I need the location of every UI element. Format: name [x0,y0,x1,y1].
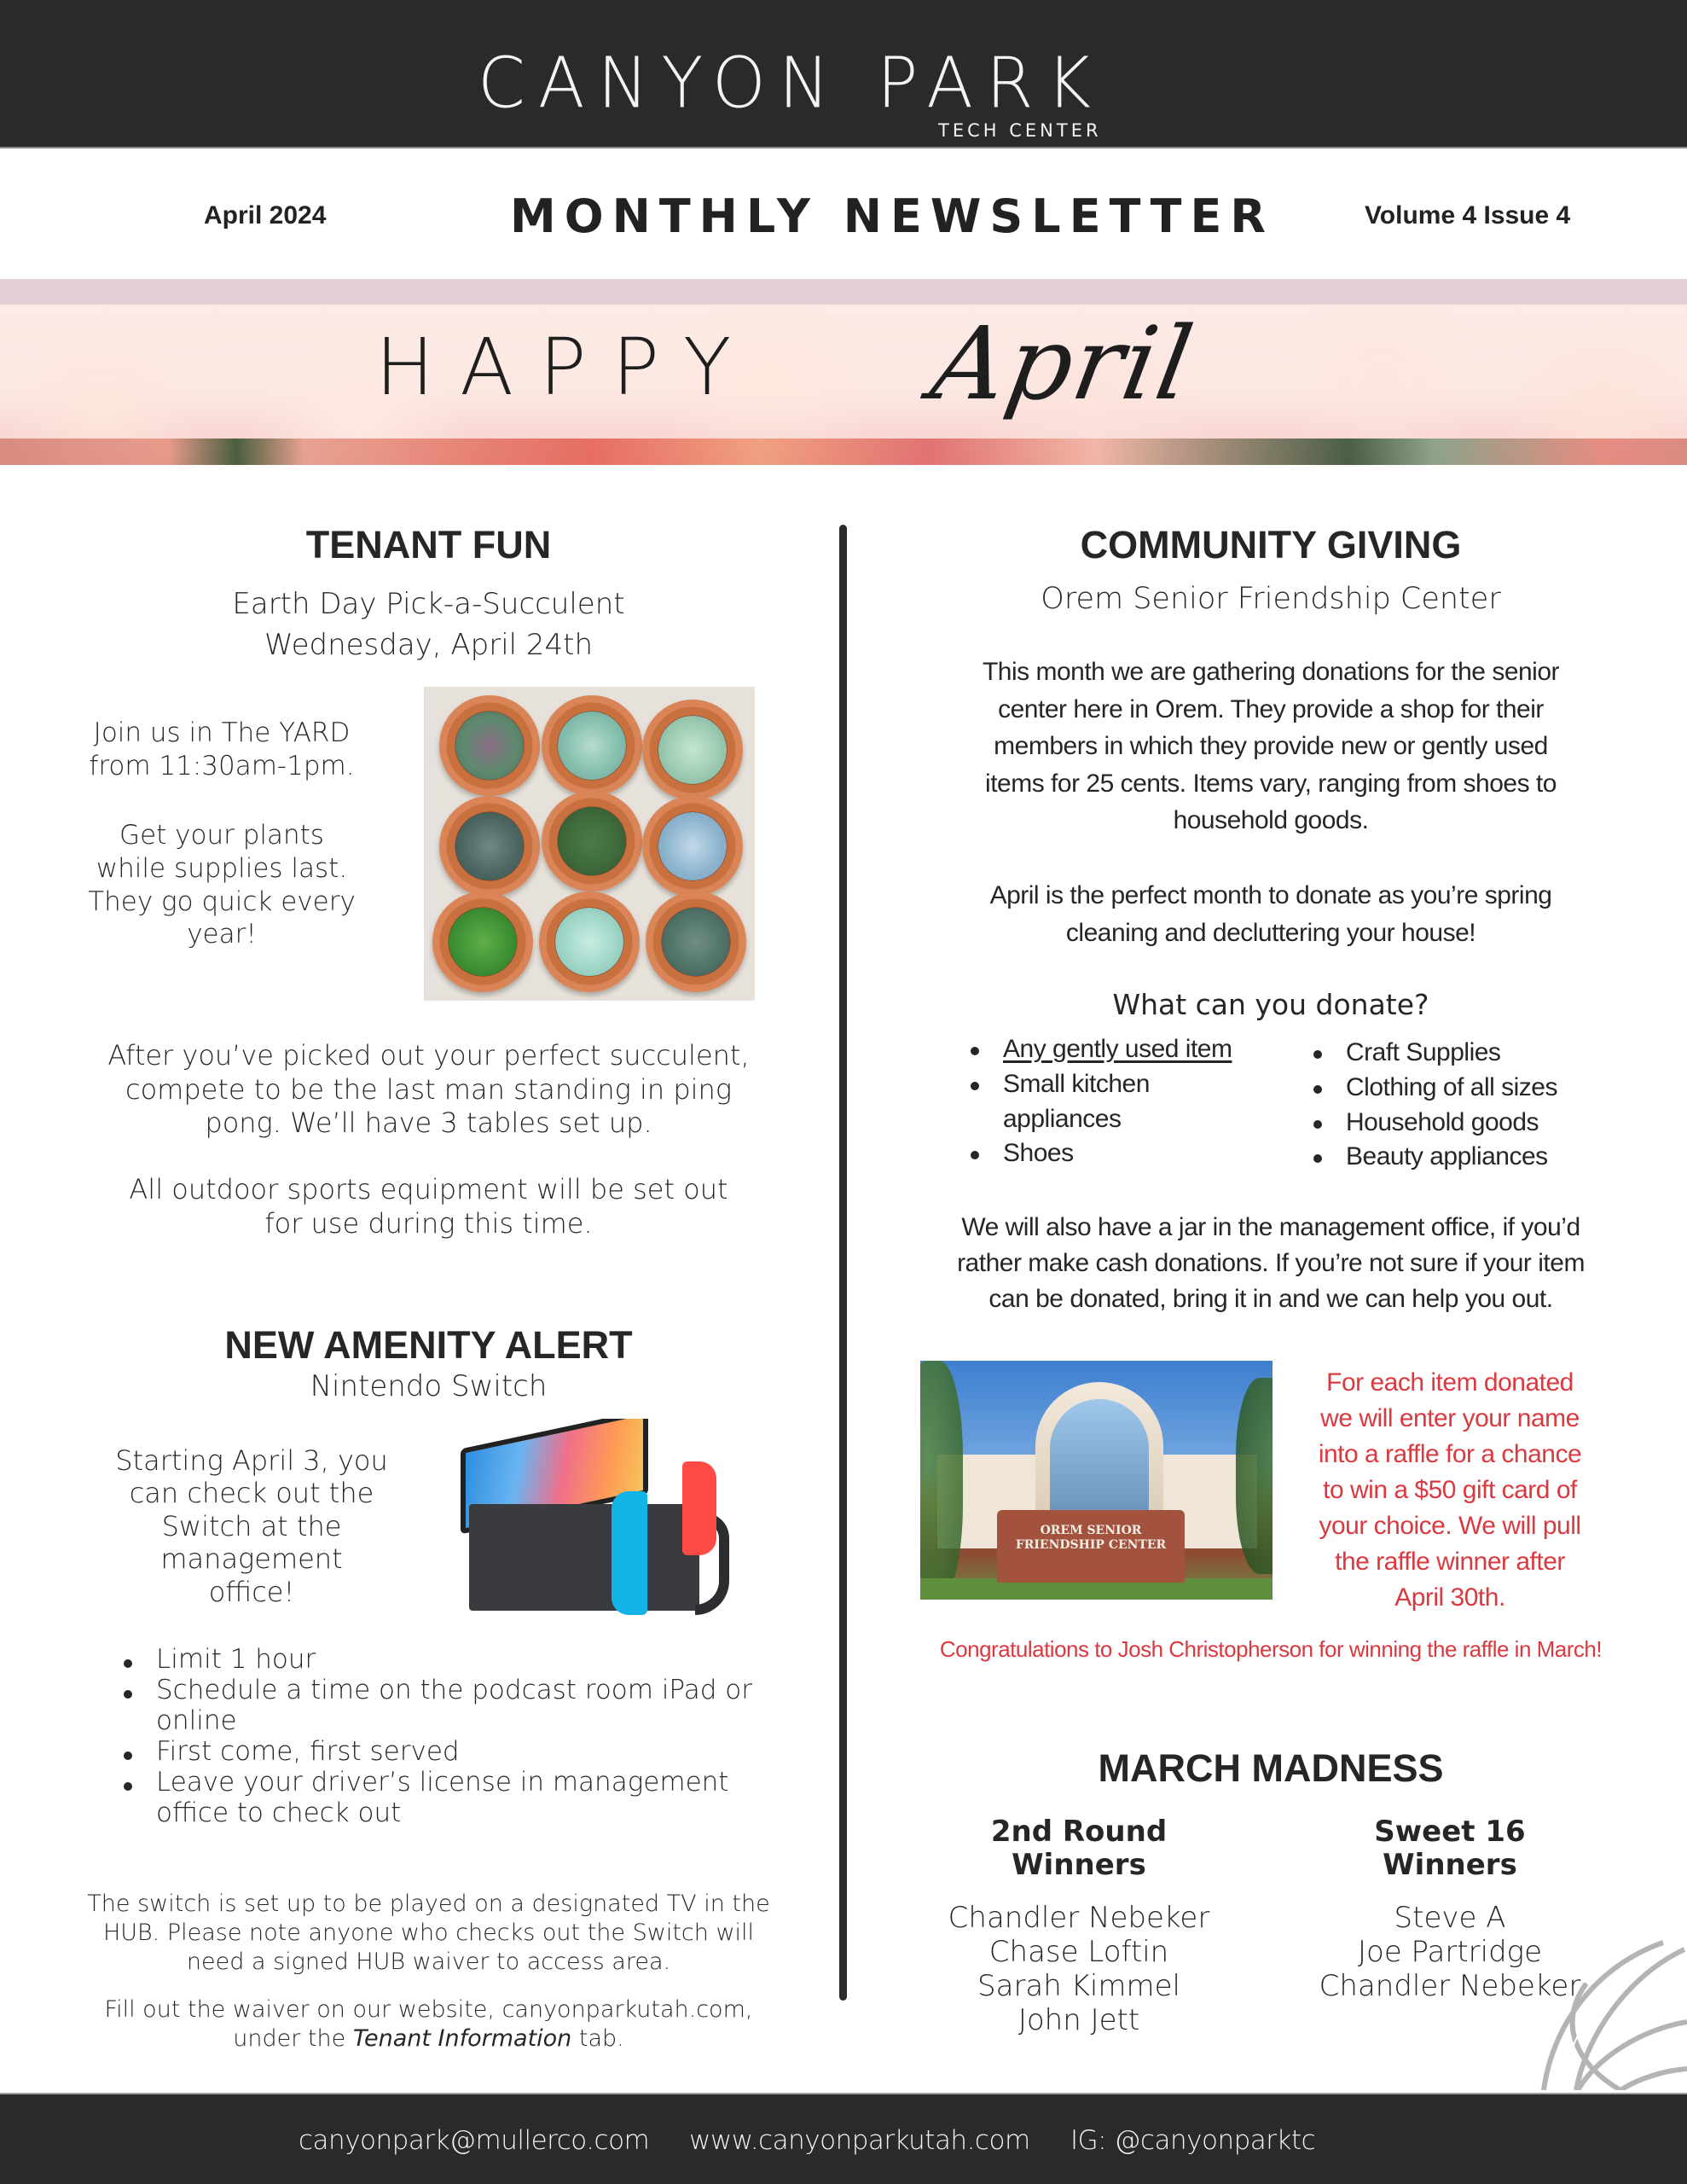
donate-heading: What can you donate? [1112,988,1429,1021]
round2-winners [921,1901,1237,2037]
para-line: household goods. [1173,806,1369,834]
raffle-line: we will enter your name [1320,1404,1580,1432]
building-sign [997,1510,1185,1583]
tenant-fun-heading: TENANT FUN [305,523,552,566]
winner-name: Joe Partridge [1357,1935,1542,1970]
round2-heading [921,1815,1237,1882]
succulent-plant [555,908,623,976]
community-para-1 [896,653,1646,839]
donate-item: Craft Supplies [1307,1036,1648,1071]
pingpong-line: compete to be the last man standing in ping [125,1072,733,1106]
march-madness-heading: MARCH MADNESS [1098,1746,1444,1790]
raffle-line: into a raffle for a chance [1318,1440,1582,1468]
header-bar [0,0,1687,148]
succulent-plant [449,908,517,976]
plants-line: Get your plants [119,820,324,851]
sign-line: OREM SENIOR [1040,1524,1142,1537]
tree [920,1361,963,1600]
succulent-pot [542,695,642,796]
join-line: Join us in The YARD [93,717,351,748]
raffle-text [1279,1365,1620,1616]
newsletter-title: MONTHLY NEWSLETTER [510,189,1274,243]
community-subheading: Orem Senior Friendship Center [1041,582,1501,616]
pingpong-line: pong. We’ll have 3 tables set up. [205,1107,652,1140]
basketball-icon [1535,1932,1687,2090]
join-us-text [51,717,392,783]
raffle-line: April 30th. [1394,1583,1505,1612]
amenity-heading: NEW AMENITY ALERT [224,1323,633,1367]
switch-intro-text [77,1444,426,1608]
switch-rules-list [117,1645,782,1829]
donate-item-label: Any gently used item [1003,1035,1232,1063]
intro-line: Switch at the [161,1509,342,1542]
tree [1236,1378,1272,1574]
plants-line: year! [187,919,257,950]
footer-website-link[interactable]: www.canyonparkutah.com [689,2125,1030,2156]
community-para-2 [896,877,1646,951]
happy-april-banner [0,279,1687,465]
succulent-pot [432,892,533,992]
tenant-fun-event [34,584,823,666]
waiver-line: Fill out the waiver on our website, canyonparkutah.com, [104,1996,753,2023]
para-line: This month we are gathering donations for the senior [982,658,1560,686]
footer-instagram-link[interactable]: IG: @canyonparktc [1070,2125,1316,2156]
donate-item: Household goods [1307,1106,1648,1141]
sweet16-title: Sweet 16 [1374,1815,1526,1849]
rule-item: First come, first served [117,1737,782,1768]
succulents-image [424,687,755,1001]
issue-volume: Volume 4 Issue 4 [1365,201,1571,229]
succulent-plant [455,712,524,780]
join-line: from 11:30am-1pm. [89,750,355,781]
plants-line: while supplies last. [96,852,348,884]
para-line: cleaning and decluttering your house! [1065,918,1476,947]
senior-center-image [920,1361,1272,1600]
rule-item: Limit 1 hour [117,1645,782,1676]
round2-title: 2nd Round [990,1815,1168,1849]
donate-list-right [1307,1036,1648,1175]
para-line: April is the perfect month to donate as you’re spring [989,881,1552,909]
waiver-text [26,1995,832,2053]
intro-line: office! [208,1575,295,1608]
raffle-line: the raffle winner after [1335,1548,1565,1576]
banner-white-band [0,305,1687,439]
switch-joycon-red [682,1461,716,1555]
donate-item: Clothing of all sizes [1307,1071,1648,1106]
brand-logo: CANYON PARK [478,43,1104,124]
sweet16-title: Winners [1383,1848,1517,1883]
issue-date: April 2024 [204,201,327,229]
succulent-pot [539,892,640,992]
community-heading: COMMUNITY GIVING [1080,523,1462,566]
winner-name: Steve A [1394,1901,1506,1935]
succulent-plant [558,807,626,875]
footer-bar [0,2093,1687,2184]
succulent-pot [646,892,746,992]
donate-item: Small kitchen appliances [964,1067,1168,1137]
donate-item: Beauty appliances [1307,1140,1648,1175]
ping-pong-text [34,1039,823,1141]
hub-line: The switch is set up to be played on a designated TV in the [87,1891,770,1917]
donate-item [964,1032,1288,1067]
banner-happy-text: HAPPY [375,322,757,413]
intro-line: can check out the [129,1477,374,1510]
switch-dock [469,1504,699,1611]
winner-name: John Jett [1017,2003,1140,2038]
para-line: members in which they provide new or gently used [994,732,1548,760]
hub-note-text [26,1890,832,1976]
winner-name: Chandler Nebeker [1319,1969,1581,2004]
succulent-pot [642,796,743,897]
sports-equipment-text [34,1173,823,1240]
para-line: center here in Orem. They provide a shop for their [998,694,1544,723]
tenant-information-tab-ref: Tenant Information [352,2024,572,2052]
raffle-line: For each item donated [1326,1368,1574,1397]
raffle-congrats: Congratulations to Josh Christopherson for winning the raffle in March! [939,1636,1603,1662]
succulent-pot [439,796,540,897]
round2-title: Winners [1012,1848,1146,1883]
rule-item: Leave your driver’s license in management office to check out [117,1768,782,1829]
intro-line: Starting April 3, you [115,1444,388,1477]
succulent-plant [455,812,524,880]
succulent-pot [642,700,743,800]
succulent-plant [658,812,727,880]
winner-name: Chase Loftin [988,1935,1169,1970]
banner-flower-strip [0,439,1687,465]
banner-top-band [0,279,1687,305]
intro-line: management [160,1542,343,1576]
rule-item: Schedule a time on the podcast room iPad or online [117,1676,782,1737]
winner-name: Chandler Nebeker [948,1901,1210,1935]
column-divider [839,525,847,2001]
winner-name: Sarah Kimmel [977,1969,1180,2004]
succulent-pot [542,791,642,892]
donate-list-left [964,1032,1288,1171]
banner-april-script: April [923,305,1203,422]
cash-jar-text [896,1210,1646,1317]
plants-line: They go quick every [88,886,356,917]
jar-line: We will also have a jar in the management office, if you’d [961,1213,1580,1241]
amenity-subheading: Nintendo Switch [310,1369,548,1403]
hub-line: need a signed HUB waiver to access area. [186,1948,671,1975]
nintendo-switch-image [452,1419,751,1623]
waiver-pre: under the [233,2024,353,2052]
raffle-line: to win a $50 gift card of [1323,1476,1577,1504]
get-plants-text [51,819,392,951]
waiver-post: tab. [571,2024,624,2052]
succulent-plant [558,712,626,780]
event-date: Wednesday, April 24th [264,628,594,663]
sports-line: All outdoor sports equipment will be set out [129,1173,728,1205]
para-line: items for 25 cents. Items vary, ranging from shoes to [985,769,1557,798]
jar-line: can be donated, bring it in and we can help you out. [988,1285,1553,1313]
succulent-pot [439,695,540,796]
switch-joycon-blue [612,1491,647,1615]
sign-line: FRIENDSHIP CENTER [1015,1537,1167,1552]
pingpong-line: After you’ve picked out your perfect succulent, [107,1039,750,1072]
waiver-line [26,2024,832,2053]
brand-subtitle: TECH CENTER [938,120,1102,141]
hub-line: HUB. Please note anyone who checks out the Switch will [102,1919,755,1946]
donate-item: Shoes [964,1136,1288,1171]
event-name: Earth Day Pick-a-Succulent [232,587,625,621]
jar-line: rather make cash donations. If you’re not sure if your item [957,1249,1585,1277]
succulent-plant [658,716,727,784]
footer-email-link[interactable]: canyonpark@mullerco.com [299,2125,650,2156]
raffle-line: your choice. We will pull [1319,1512,1581,1540]
succulent-plant [662,908,730,976]
sports-line: for use during this time. [264,1206,593,1240]
sweet16-heading [1288,1815,1612,1882]
